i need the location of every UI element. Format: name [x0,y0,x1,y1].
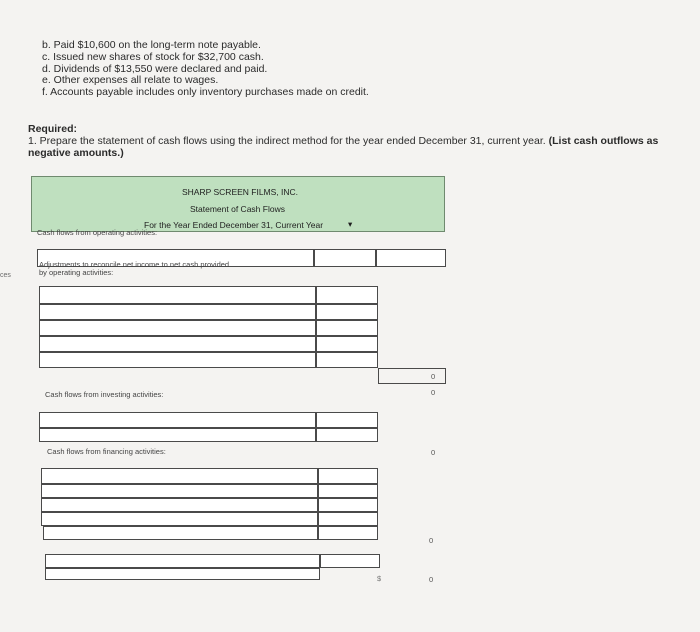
operating-total-box[interactable] [378,368,446,384]
investing-label: Cash flows from investing activities: [45,390,164,399]
required-title: Required: [28,123,78,135]
net-total-value: 0 [429,536,434,545]
final-total-value: 0 [429,575,434,584]
adjustments-label-2: by operating activities: [39,268,114,277]
operating-amount-input[interactable] [314,249,376,267]
investing-row-1-desc[interactable] [39,412,316,428]
financing-row-2-desc[interactable] [41,484,318,498]
financing-label: Cash flows from financing activities: [47,447,166,456]
adjustments-label-1: Adjustments to reconcile net income to net cash provided [39,260,230,269]
adjustment-row-1-desc[interactable] [39,286,316,304]
item-b: b. Paid $10,600 on the long-term note payable. [42,39,261,51]
item-d: d. Dividends of $13,550 were declared and paid. [42,62,268,75]
company-name: SHARP SCREEN FILMS, INC. [182,187,299,197]
investing-row-2-amount[interactable] [316,428,378,442]
financing-row-2-amount[interactable] [318,484,378,498]
dollar-sign: $ [377,574,382,583]
financing-row-4-amount[interactable] [318,512,378,526]
required-text [28,135,688,159]
adjustment-row-2-desc[interactable] [39,304,316,320]
net-change-amount[interactable] [320,554,380,568]
financing-row-5-amount[interactable] [318,526,378,540]
investing-total-value: 0 [431,388,436,397]
required-instruction: 1. Prepare the statement of cash flows using the indirect method for the year ended December 31, current year. [28,135,546,147]
adjustment-row-2-amount[interactable] [316,304,378,320]
item-f: f. Accounts payable includes only inventory purchases made on credit. [42,86,369,99]
net-change-desc[interactable] [45,554,320,568]
adjustment-row-5-desc[interactable] [39,352,316,368]
financing-row-5-desc[interactable] [43,526,318,540]
statement-header [31,176,445,232]
required-note: (List cash outflows as negative amounts.) [28,135,659,159]
adjustment-row-3-amount[interactable] [316,320,378,336]
adjustment-row-5-amount[interactable] [316,352,378,368]
left-edge-fragment: ces [0,272,11,279]
statement-title: Statement of Cash Flows [190,204,285,214]
operating-total-value: 0 [431,372,436,381]
financing-row-1-desc[interactable] [41,468,318,484]
item-c: c. Issued new shares of stock for $32,700 cash. [42,50,264,63]
ending-cash-desc[interactable] [45,568,320,580]
adjustment-row-1-amount[interactable] [316,286,378,304]
financing-total-value: 0 [431,448,436,457]
operating-subtotal-input[interactable] [376,249,446,267]
adjustment-row-4-desc[interactable] [39,336,316,352]
item-e: e. Other expenses all relate to wages. [42,74,219,87]
financing-row-3-amount[interactable] [318,498,378,512]
statement-period: For the Year Ended December 31, Current Year [144,220,324,230]
financing-row-4-desc[interactable] [41,512,318,526]
investing-row-2-desc[interactable] [39,428,316,442]
adjustment-row-3-desc[interactable] [39,320,316,336]
dropdown-marker-icon[interactable]: ▾ [348,219,353,229]
cash-flow-statement [31,176,447,584]
adjustment-row-4-amount[interactable] [316,336,378,352]
required-section [28,123,688,159]
operating-label: Cash flows from operating activities: [37,228,158,237]
financing-row-1-amount[interactable] [318,468,378,484]
investing-row-1-amount[interactable] [316,412,378,428]
problem-items [42,40,369,99]
financing-row-3-desc[interactable] [41,498,318,512]
